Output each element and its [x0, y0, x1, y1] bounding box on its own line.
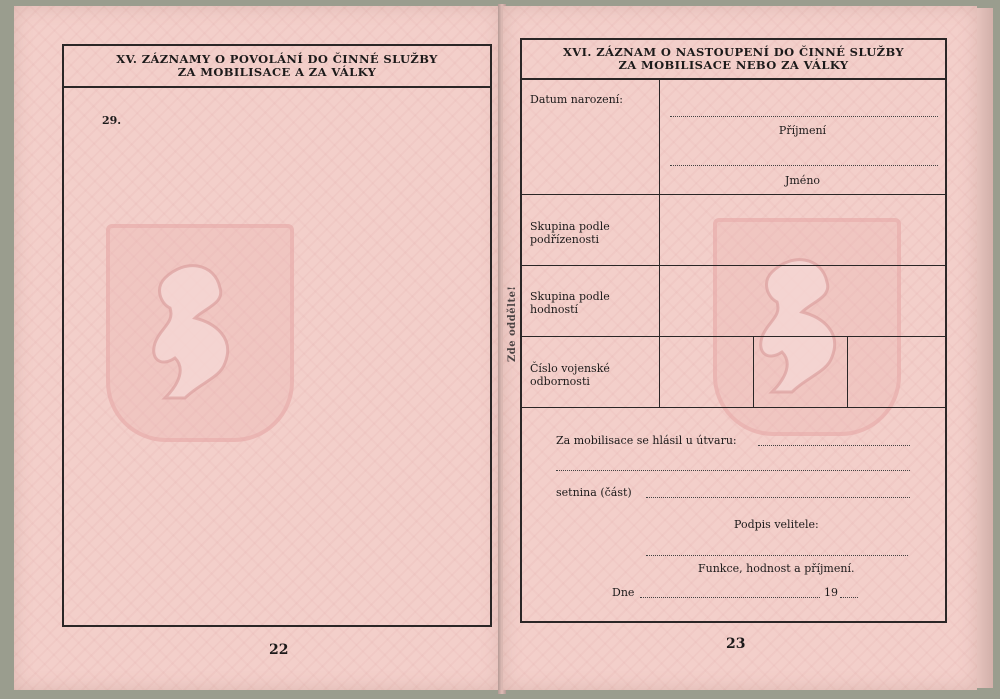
company-dotted-line [646, 497, 910, 498]
records-title-line1: XV. ZÁZNAMY O POVOLÁNÍ DO ČINNÉ SLUŽBY [116, 52, 438, 66]
form-title-line1: XVI. ZÁZNAM O NASTOUPENÍ DO ČINNÉ SLUŽBY [562, 45, 904, 59]
specialty-number-label-line2: odbornosti [530, 375, 590, 388]
code-cell-divider-2 [847, 336, 848, 407]
rank-group-label-line2: hodností [530, 303, 579, 316]
year-prefix: 19 [824, 586, 838, 599]
right-page [503, 6, 977, 690]
form-header [522, 40, 945, 80]
form-title-line2: ZA MOBILISACE NEBO ZA VÁLKY [618, 58, 849, 72]
records-header [64, 46, 490, 88]
date-dotted-line [640, 597, 820, 598]
row-divider-2 [522, 265, 945, 266]
rank-group-label [530, 290, 610, 316]
firstname-dotted-line [670, 165, 938, 166]
row-divider-1 [522, 194, 945, 195]
subordination-group-label [530, 220, 610, 246]
rank-group-label-line1: Skupina podle [530, 290, 610, 303]
mobilisation-unit-dotted-line-2 [556, 470, 910, 471]
signature-dotted-line [646, 555, 908, 556]
firstname-label: Jméno [784, 174, 821, 187]
year-dotted-line [840, 597, 858, 598]
subordination-group-label-line2: podřízenosti [530, 233, 600, 246]
company-label: setnina (část) [556, 486, 632, 499]
code-cell-divider-1 [753, 336, 754, 407]
specialty-number-label [530, 362, 610, 388]
date-label: Dne [612, 586, 635, 599]
mobilisation-unit-dotted-line-1 [758, 445, 910, 446]
commander-signature-label: Podpis velitele: [734, 518, 819, 531]
entry-number: 29. [102, 114, 122, 127]
specialty-number-label-line1: Číslo vojenské [530, 362, 610, 375]
mobilisation-unit-label: Za mobilisace se hlásil u útvaru: [556, 434, 737, 447]
tear-here-label: Zde oddělte! [507, 285, 518, 362]
function-rank-name-label: Funkce, hodnost a příjmení. [698, 562, 855, 575]
left-page [14, 6, 500, 690]
subordination-group-label-line1: Skupina podle [530, 220, 610, 233]
mobilisation-form [520, 38, 947, 623]
row-divider-4 [522, 407, 945, 408]
surname-dotted-line [670, 116, 938, 117]
surname-label: Příjmení [778, 124, 827, 137]
page-number-right: 23 [726, 636, 746, 652]
records-frame [62, 44, 492, 627]
birth-date-label: Datum narození: [530, 93, 623, 106]
page-number-left: 22 [269, 642, 289, 658]
row-divider-3 [522, 336, 945, 337]
records-title-line2: ZA MOBILISACE A ZA VÁLKY [177, 65, 377, 79]
